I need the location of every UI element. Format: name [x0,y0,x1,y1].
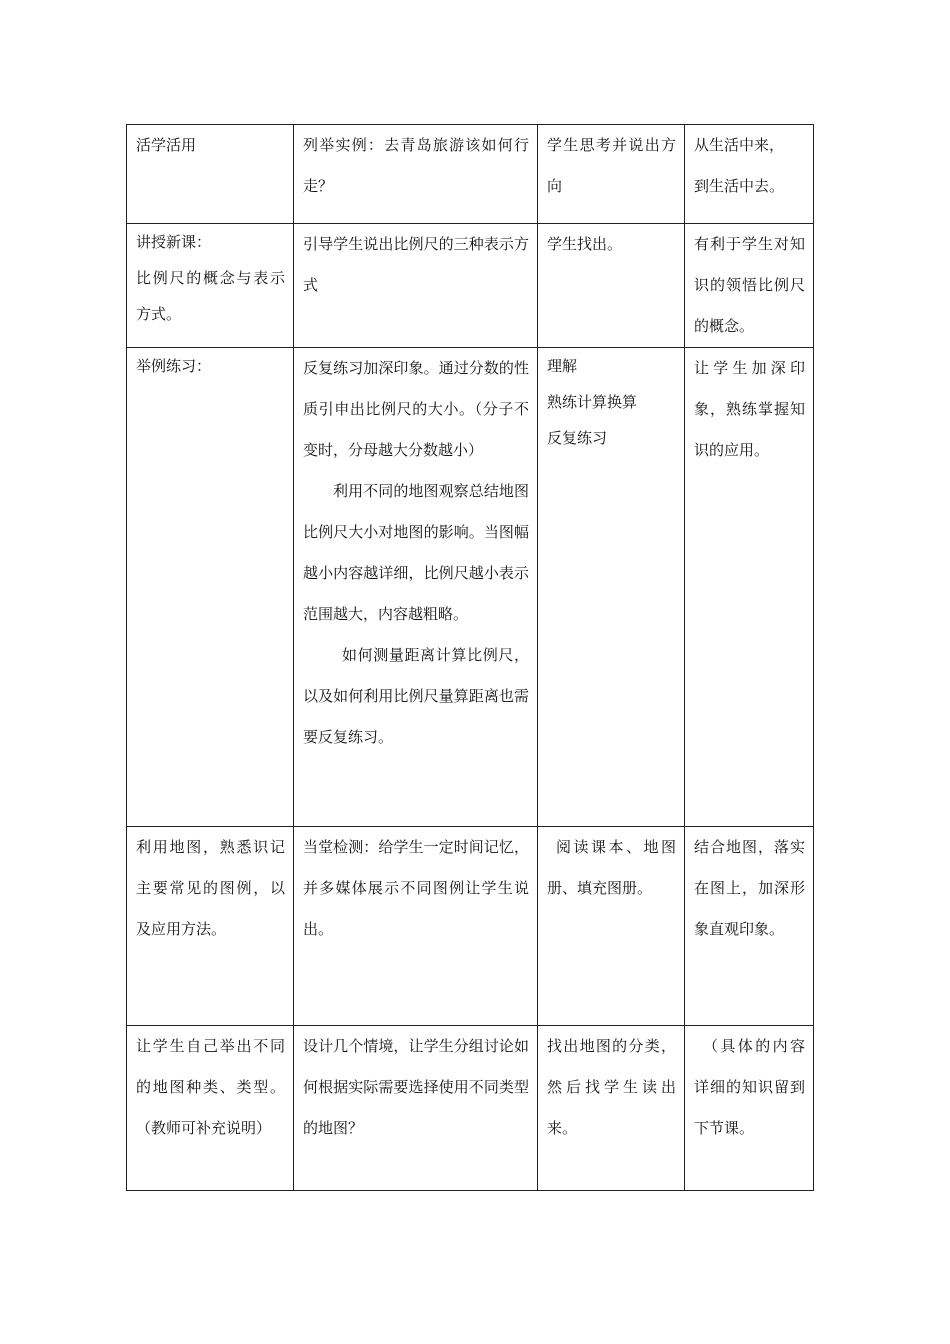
table-cell: 学生思考并说出方向 [538,125,685,224]
table-cell: 结合地图，落实在图上，加深形象直观印象。 [685,827,814,1026]
table-cell: 理解 熟练计算换算 反复练习 [538,348,685,827]
table-row [127,348,814,827]
table-cell: （具体的内容详细的知识留到下节课。 [685,1026,814,1191]
table-cell: 举例练习： [127,348,294,827]
table-row [127,224,814,348]
table-cell: 引导学生说出比例尺的三种表示方式 [294,224,538,348]
table-cell: 有利于学生对知识的领悟比例尺的概念。 [685,224,814,348]
lesson-plan-table [126,124,814,1191]
table-row [127,827,814,1026]
table-cell: 利用地图，熟悉识记主要常见的图例，以及应用方法。 [127,827,294,1026]
table-cell: 设计几个情境，让学生分组讨论如何根据实际需要选择使用不同类型的地图？ [294,1026,538,1191]
table-cell: 当堂检测：给学生一定时间记忆，并多媒体展示不同图例让学生说出。 [294,827,538,1026]
table-cell: 让学生加深印象，熟练掌握知识的应用。 [685,348,814,827]
table-row [127,125,814,224]
table-cell: 学生找出。 [538,224,685,348]
table-cell: 列举实例：去青岛旅游该如何行走？ [294,125,538,224]
table-cell: 反复练习加深印象。通过分数的性质引申出比例尺的大小。（分子不变时，分母越大分数越小） 利用不同的地图观察总结地图比例尺大小对地图的影响。当图幅越小内容越详细，比例尺越小表示范围越大，内容越粗略。 如何测量距离计算比例尺，以及如何利用比例尺量算距离也需要反复练习。 [294,348,538,827]
table-row [127,1026,814,1191]
table-cell: 讲授新课： 比例尺的概念与表示方式。 [127,224,294,348]
table-cell: 让学生自己举出不同的地图种类、类型。（教师可补充说明） [127,1026,294,1191]
table-cell: 活学活用 [127,125,294,224]
table-cell: 阅读课本、地图册、填充图册。 [538,827,685,1026]
table-cell: 找出地图的分类，然后找学生读出来。 [538,1026,685,1191]
table-cell: 从生活中来， 到生活中去。 [685,125,814,224]
